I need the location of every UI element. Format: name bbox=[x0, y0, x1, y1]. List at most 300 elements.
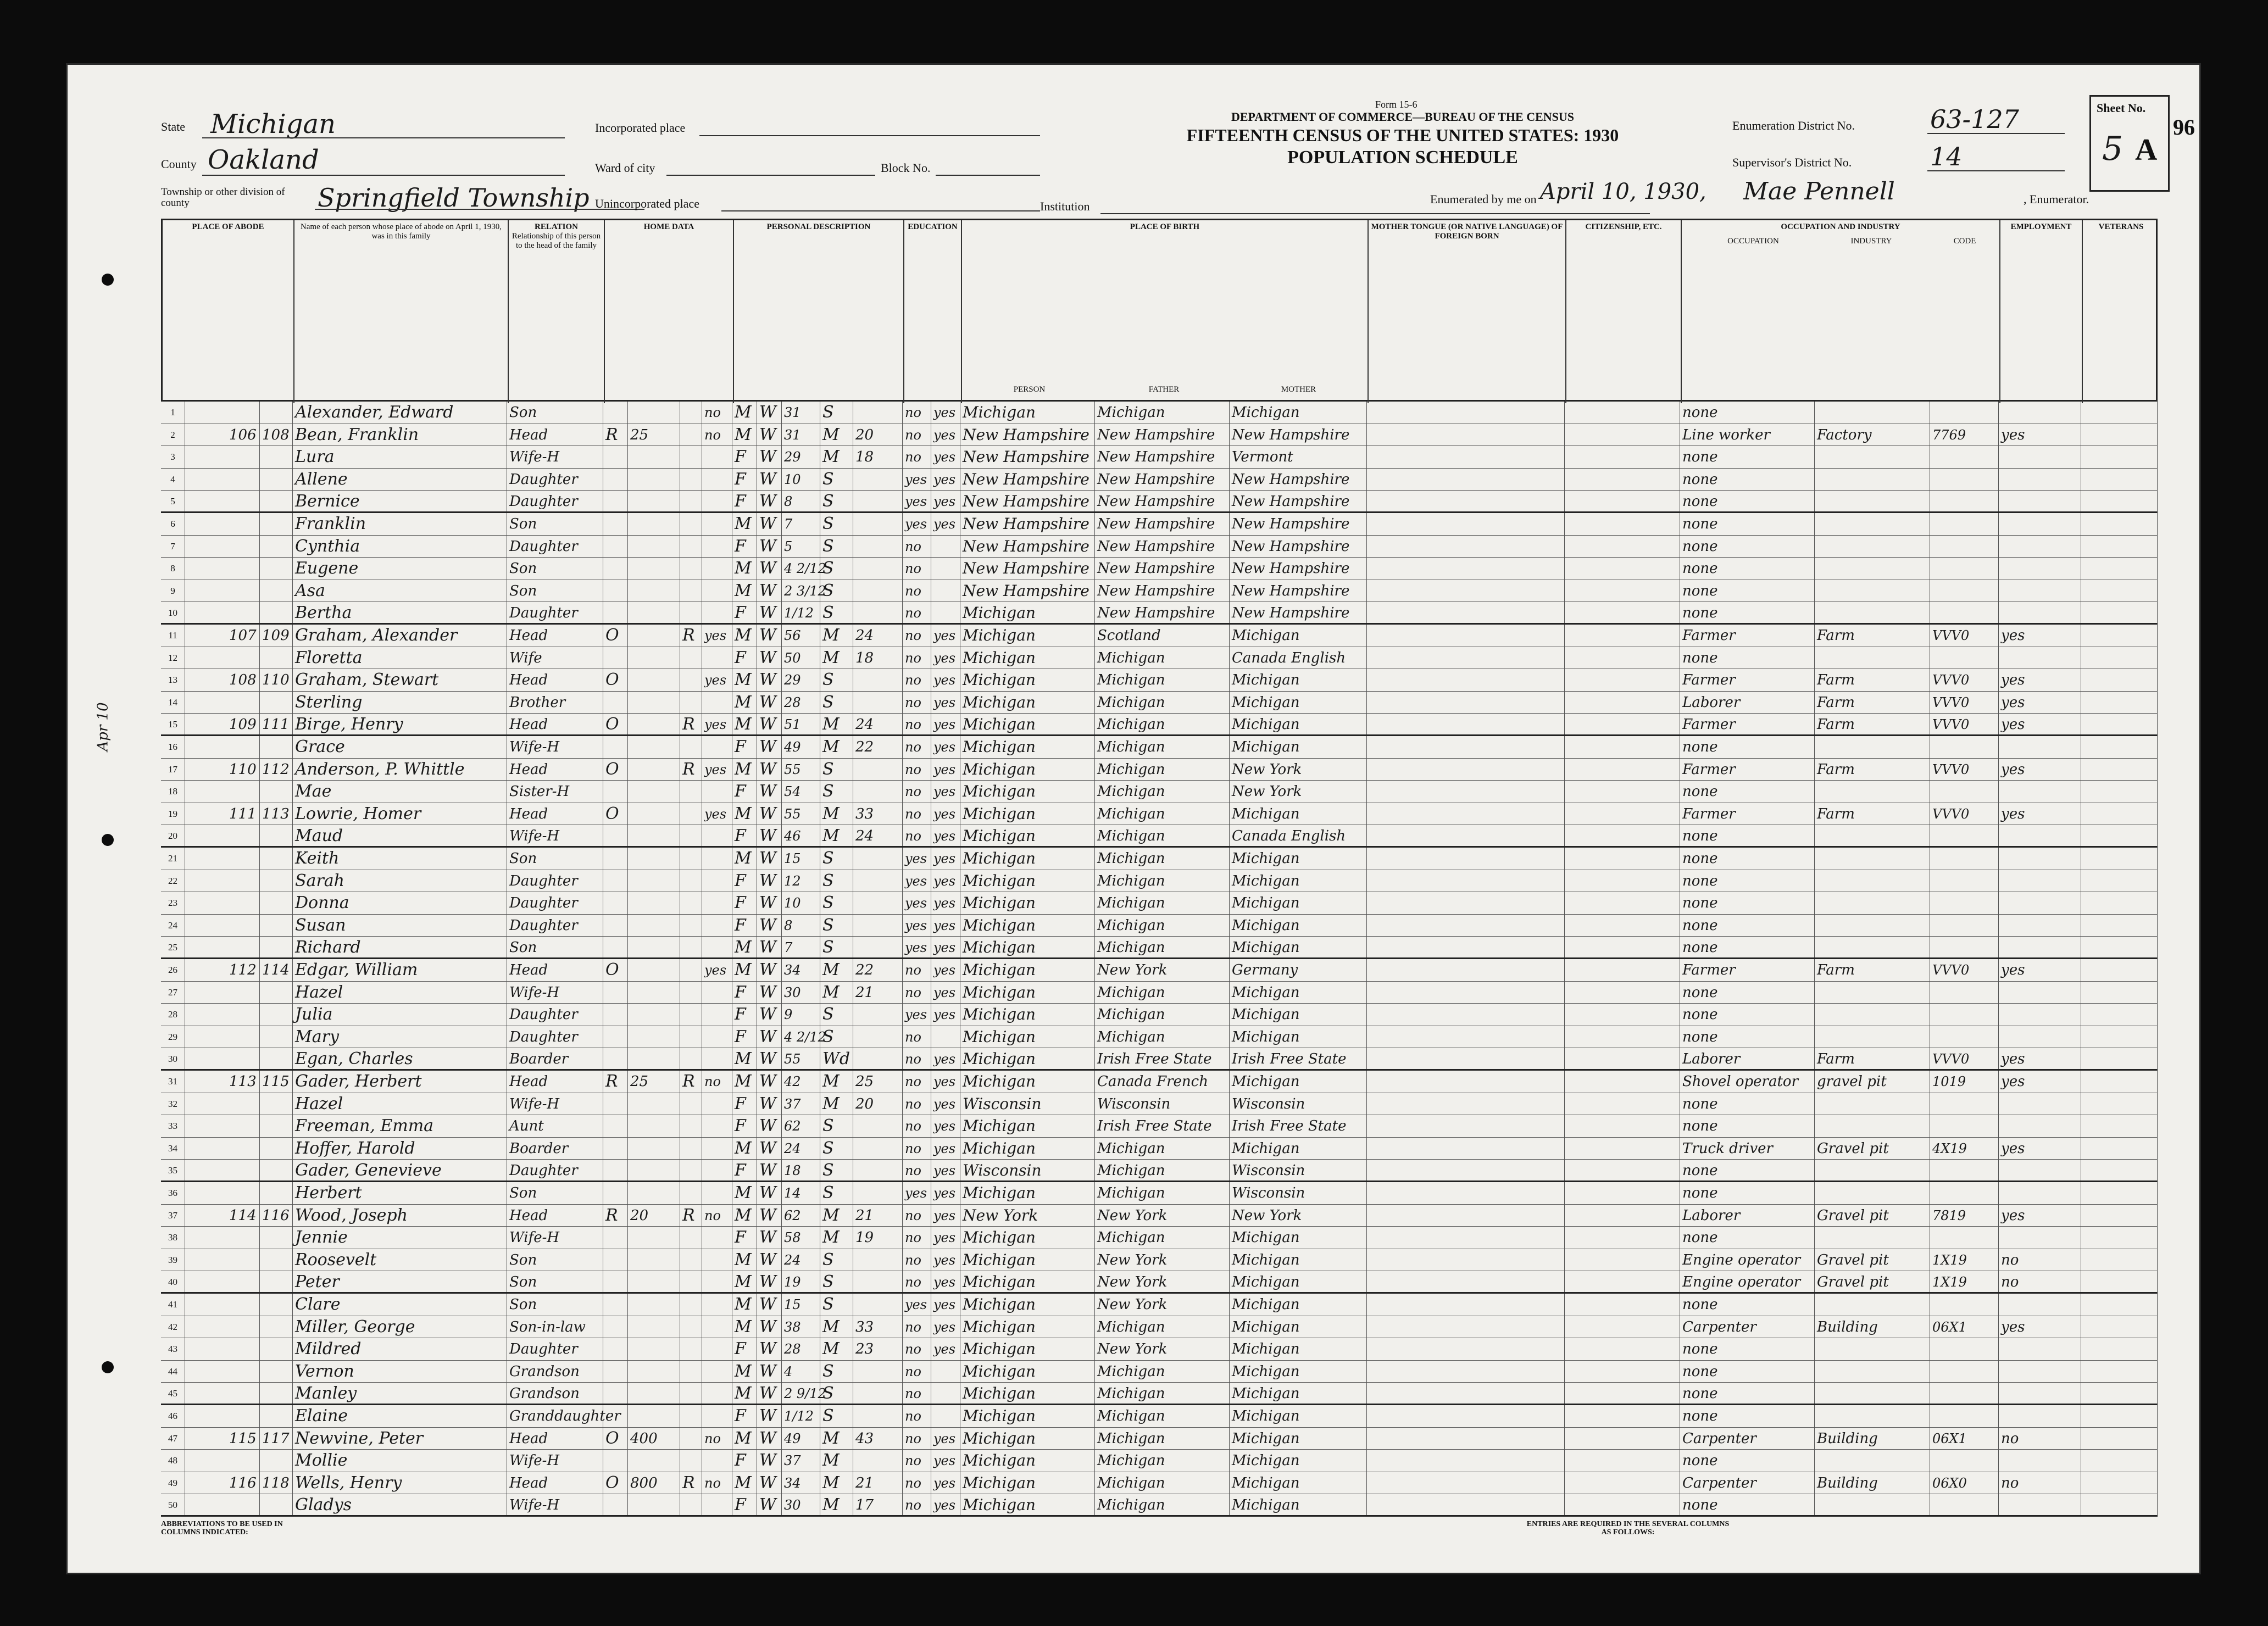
cell-own: R bbox=[603, 1071, 628, 1093]
cell-sch: no bbox=[903, 1205, 931, 1227]
cell-val bbox=[628, 892, 680, 914]
census-title: FIFTEENTH CENSUS OF THE UNITED STATES: 1930 bbox=[1186, 125, 1619, 145]
cell-occ: none bbox=[1680, 892, 1815, 914]
cell-code bbox=[1930, 1338, 1999, 1360]
cell-fam bbox=[260, 647, 293, 669]
cell-race: W bbox=[757, 1048, 782, 1069]
veterans-header: VETERANS bbox=[2098, 222, 2144, 231]
cell-vet bbox=[2081, 1428, 2158, 1450]
cell-age: 5 bbox=[782, 536, 820, 558]
cell-name: Clare bbox=[293, 1294, 507, 1316]
cell-mpob: Michigan bbox=[1230, 1026, 1367, 1048]
cell-mpob: Wisconsin bbox=[1230, 1182, 1367, 1204]
cell-n: 23 bbox=[161, 892, 185, 914]
cell-sex: M bbox=[732, 1316, 757, 1338]
cell-sex: M bbox=[732, 513, 757, 535]
cell-lang bbox=[1367, 647, 1565, 669]
cell-age: 30 bbox=[782, 982, 820, 1004]
cell-own bbox=[603, 848, 628, 870]
cell-n: 15 bbox=[161, 714, 185, 734]
cell-farm bbox=[702, 491, 732, 511]
cell-sch: no bbox=[903, 759, 931, 781]
enum-district-value: 63-127 bbox=[1930, 104, 2019, 134]
cell-val bbox=[628, 1383, 680, 1404]
cell-race: W bbox=[757, 1383, 782, 1404]
cell-sex: F bbox=[732, 1494, 757, 1515]
cell-cit bbox=[1565, 870, 1680, 892]
cell-fpob: Michigan bbox=[1095, 982, 1230, 1004]
cell-agem bbox=[853, 513, 903, 535]
cell-pob: Michigan bbox=[960, 892, 1095, 914]
cell-fpob: New York bbox=[1095, 1338, 1230, 1360]
cell-mar: S bbox=[820, 1271, 853, 1292]
cell-sch: no bbox=[903, 1138, 931, 1160]
cell-agem bbox=[853, 892, 903, 914]
table-row bbox=[161, 1316, 2158, 1339]
cell-lang bbox=[1367, 669, 1565, 691]
cell-val bbox=[628, 602, 680, 623]
cell-mpob: Wisconsin bbox=[1230, 1093, 1367, 1115]
cell-fpob: Michigan bbox=[1095, 1405, 1230, 1427]
cell-mar: S bbox=[820, 513, 853, 535]
cell-cit bbox=[1565, 1026, 1680, 1048]
cell-radio bbox=[680, 803, 702, 825]
table-row bbox=[161, 892, 2158, 915]
cell-sex: F bbox=[732, 1227, 757, 1249]
cell-radio bbox=[680, 1249, 702, 1271]
cell-name: Lura bbox=[293, 446, 507, 468]
cell-sex: M bbox=[732, 1071, 757, 1093]
cell-code bbox=[1930, 1004, 1999, 1026]
cell-race: W bbox=[757, 446, 782, 468]
cell-code bbox=[1930, 602, 1999, 623]
cell-lang bbox=[1367, 736, 1565, 758]
cell-name: Susan bbox=[293, 915, 507, 937]
cell-mar: S bbox=[820, 558, 853, 580]
cell-dw bbox=[227, 1093, 260, 1115]
cell-work: yes bbox=[1999, 714, 2081, 734]
cell-sex: M bbox=[732, 1383, 757, 1404]
cell-read: yes bbox=[931, 513, 960, 535]
cell-farm: no bbox=[702, 1205, 732, 1227]
cell-n: 14 bbox=[161, 692, 185, 714]
cell-mar: M bbox=[820, 982, 853, 1004]
cell-radio bbox=[680, 1494, 702, 1515]
cell-agem bbox=[853, 848, 903, 870]
table-row bbox=[161, 424, 2158, 447]
cell-name: Eugene bbox=[293, 558, 507, 580]
cell-mar: S bbox=[820, 848, 853, 870]
cell-pob: Michigan bbox=[960, 1338, 1095, 1360]
cell-sch: yes bbox=[903, 848, 931, 870]
cell-vet bbox=[2081, 1338, 2158, 1360]
cell-sch: no bbox=[903, 736, 931, 758]
cell-vet bbox=[2081, 513, 2158, 535]
cell-fam bbox=[260, 1048, 293, 1069]
cell-n: 42 bbox=[161, 1316, 185, 1338]
cell-lang bbox=[1367, 424, 1565, 446]
cell-cit bbox=[1565, 1004, 1680, 1026]
cell-radio bbox=[680, 1115, 702, 1137]
cell-agem bbox=[853, 1271, 903, 1292]
cell-read bbox=[931, 580, 960, 602]
cell-cit bbox=[1565, 1227, 1680, 1249]
cell-sch: yes bbox=[903, 915, 931, 937]
state-label: State bbox=[161, 120, 185, 133]
cell-code bbox=[1930, 1294, 1999, 1316]
cell-lang bbox=[1367, 1071, 1565, 1093]
cell-mar: S bbox=[820, 1138, 853, 1160]
table-row bbox=[161, 402, 2158, 424]
cell-race: W bbox=[757, 937, 782, 957]
cell-own bbox=[603, 736, 628, 758]
cell-pob: New Hampshire bbox=[960, 580, 1095, 602]
cell-val bbox=[628, 536, 680, 558]
cell-fpob: Michigan bbox=[1095, 825, 1230, 846]
table-row bbox=[161, 647, 2158, 670]
cell-work bbox=[1999, 1361, 2081, 1383]
cell-age: 4 bbox=[782, 1361, 820, 1383]
cell-sex: M bbox=[732, 625, 757, 647]
cell-vet bbox=[2081, 915, 2158, 937]
cell-cit bbox=[1565, 892, 1680, 914]
cell-sch: no bbox=[903, 1428, 931, 1450]
cell-sex: M bbox=[732, 402, 757, 424]
cell-radio bbox=[680, 1093, 702, 1115]
cell-fpob: New Hampshire bbox=[1095, 558, 1230, 580]
cell-rel: Daughter bbox=[507, 892, 603, 914]
state-value: Michigan bbox=[210, 109, 336, 140]
cell-fam bbox=[260, 1271, 293, 1292]
cell-work bbox=[1999, 1227, 2081, 1249]
cell-pob: Michigan bbox=[960, 1026, 1095, 1048]
cell-agem: 24 bbox=[853, 825, 903, 846]
cell-work bbox=[1999, 937, 2081, 957]
cell-mar: M bbox=[820, 647, 853, 669]
cell-fam bbox=[260, 1494, 293, 1515]
cell-ind bbox=[1815, 1361, 1930, 1383]
cell-farm bbox=[702, 513, 732, 535]
cell-name: Franklin bbox=[293, 513, 507, 535]
cell-dw bbox=[227, 1182, 260, 1204]
table-row bbox=[161, 915, 2158, 937]
cell-occ: none bbox=[1680, 1494, 1815, 1515]
cell-mpob: Michigan bbox=[1230, 692, 1367, 714]
cell-cit bbox=[1565, 1048, 1680, 1069]
cell-race: W bbox=[757, 892, 782, 914]
cell-fam: 110 bbox=[260, 669, 293, 691]
cell-work: yes bbox=[1999, 1048, 2081, 1069]
cell-vet bbox=[2081, 491, 2158, 511]
cell-fpob: New Hampshire bbox=[1095, 580, 1230, 602]
cell-fpob: Michigan bbox=[1095, 1450, 1230, 1472]
cell-fam: 112 bbox=[260, 759, 293, 781]
cell-lang bbox=[1367, 1428, 1565, 1450]
cell-own bbox=[603, 937, 628, 957]
cell-fam bbox=[260, 937, 293, 957]
cell-rel: Head bbox=[507, 959, 603, 981]
cell-n: 39 bbox=[161, 1249, 185, 1271]
cell-dw bbox=[227, 848, 260, 870]
punch-hole bbox=[102, 834, 114, 846]
cell-val bbox=[628, 402, 680, 424]
table-row bbox=[161, 803, 2158, 826]
cell-own bbox=[603, 1026, 628, 1048]
cell-dw bbox=[227, 1160, 260, 1180]
cell-agem bbox=[853, 602, 903, 623]
cell-radio bbox=[680, 1227, 702, 1249]
cell-pob: Michigan bbox=[960, 1316, 1095, 1338]
cell-radio bbox=[680, 446, 702, 468]
cell-ind bbox=[1815, 1494, 1930, 1515]
table-row bbox=[161, 982, 2158, 1004]
cell-age: 62 bbox=[782, 1115, 820, 1137]
cell-read: yes bbox=[931, 825, 960, 846]
cell-rel: Son bbox=[507, 1182, 603, 1204]
cell-val bbox=[628, 669, 680, 691]
cell-name: Maud bbox=[293, 825, 507, 846]
cell-vet bbox=[2081, 870, 2158, 892]
cell-farm bbox=[702, 915, 732, 937]
cell-fam bbox=[260, 1338, 293, 1360]
cell-vet bbox=[2081, 1472, 2158, 1494]
cell-name: Allene bbox=[293, 469, 507, 491]
cell-mpob: Irish Free State bbox=[1230, 1048, 1367, 1069]
cell-fam bbox=[260, 491, 293, 511]
cell-lang bbox=[1367, 602, 1565, 623]
table-row bbox=[161, 1160, 2158, 1182]
cell-rel: Head bbox=[507, 803, 603, 825]
cell-farm bbox=[702, 692, 732, 714]
cell-read: yes bbox=[931, 424, 960, 446]
cell-read: yes bbox=[931, 759, 960, 781]
cell-name: Peter bbox=[293, 1271, 507, 1292]
cell-race: W bbox=[757, 736, 782, 758]
cell-fam bbox=[260, 402, 293, 424]
cell-n: 24 bbox=[161, 915, 185, 937]
cell-vet bbox=[2081, 1004, 2158, 1026]
cell-rel: Head bbox=[507, 1205, 603, 1227]
cell-ind bbox=[1815, 1383, 1930, 1404]
cell-lang bbox=[1367, 915, 1565, 937]
cell-dw bbox=[227, 580, 260, 602]
cell-radio bbox=[680, 513, 702, 535]
cell-dw bbox=[227, 1450, 260, 1472]
cell-cit bbox=[1565, 915, 1680, 937]
cell-mar: M bbox=[820, 1338, 853, 1360]
cell-own: O bbox=[603, 1472, 628, 1494]
cell-agem bbox=[853, 870, 903, 892]
cell-sch: yes bbox=[903, 892, 931, 914]
cell-fpob: Michigan bbox=[1095, 1182, 1230, 1204]
cell-code: VVV0 bbox=[1930, 669, 1999, 691]
cell-farm bbox=[702, 1182, 732, 1204]
cell-name: Wood, Joseph bbox=[293, 1205, 507, 1227]
cell-name: Egan, Charles bbox=[293, 1048, 507, 1069]
cell-occ: Farmer bbox=[1680, 669, 1815, 691]
cell-val bbox=[628, 1004, 680, 1026]
cell-ind bbox=[1815, 1115, 1930, 1137]
cell-sex: M bbox=[732, 1182, 757, 1204]
cell-fpob: Michigan bbox=[1095, 669, 1230, 691]
cell-rel: Grandson bbox=[507, 1383, 603, 1404]
cell-own bbox=[603, 602, 628, 623]
cell-sch: yes bbox=[903, 870, 931, 892]
cell-cit bbox=[1565, 692, 1680, 714]
cell-n: 32 bbox=[161, 1093, 185, 1115]
cell-farm bbox=[702, 982, 732, 1004]
table-row bbox=[161, 1383, 2158, 1405]
cell-dw: 112 bbox=[227, 959, 260, 981]
cell-ind bbox=[1815, 982, 1930, 1004]
cell-read: yes bbox=[931, 1048, 960, 1069]
cell-work: yes bbox=[1999, 625, 2081, 647]
cell-fam: 113 bbox=[260, 803, 293, 825]
cell-lang bbox=[1367, 692, 1565, 714]
cell-name: Grace bbox=[293, 736, 507, 758]
cell-age: 56 bbox=[782, 625, 820, 647]
cell-vet bbox=[2081, 1160, 2158, 1180]
cell-name: Floretta bbox=[293, 647, 507, 669]
cell-occ: none bbox=[1680, 1182, 1815, 1204]
cell-val bbox=[628, 1227, 680, 1249]
cell-rel: Son bbox=[507, 402, 603, 424]
cell-sex: F bbox=[732, 736, 757, 758]
cell-vet bbox=[2081, 424, 2158, 446]
cell-own: R bbox=[603, 424, 628, 446]
cell-dw bbox=[227, 870, 260, 892]
cell-read: yes bbox=[931, 1115, 960, 1137]
cell-lang bbox=[1367, 1249, 1565, 1271]
cell-agem: 24 bbox=[853, 625, 903, 647]
cell-fam bbox=[260, 1160, 293, 1180]
cell-val bbox=[628, 558, 680, 580]
cell-cit bbox=[1565, 1405, 1680, 1427]
cell-dw bbox=[227, 469, 260, 491]
cell-agem bbox=[853, 1160, 903, 1180]
cell-mpob: Wisconsin bbox=[1230, 1160, 1367, 1180]
cell-vet bbox=[2081, 469, 2158, 491]
cell-sch: no bbox=[903, 714, 931, 734]
cell-sch: no bbox=[903, 1026, 931, 1048]
cell-n: 25 bbox=[161, 937, 185, 957]
cell-sex: F bbox=[732, 491, 757, 511]
cell-sch: no bbox=[903, 580, 931, 602]
cell-ind bbox=[1815, 446, 1930, 468]
cell-mpob: Michigan bbox=[1230, 1271, 1367, 1292]
cell-age: 37 bbox=[782, 1450, 820, 1472]
cell-read: yes bbox=[931, 647, 960, 669]
cell-ind: Farm bbox=[1815, 669, 1930, 691]
cell-mar: S bbox=[820, 669, 853, 691]
cell-mar: S bbox=[820, 1182, 853, 1204]
cell-radio bbox=[680, 669, 702, 691]
cell-read: yes bbox=[931, 1494, 960, 1515]
cell-name: Julia bbox=[293, 1004, 507, 1026]
cell-dw bbox=[227, 1115, 260, 1137]
cell-age: 49 bbox=[782, 1428, 820, 1450]
cell-age: 14 bbox=[782, 1182, 820, 1204]
cell-name: Graham, Stewart bbox=[293, 669, 507, 691]
cell-read: yes bbox=[931, 915, 960, 937]
cell-rel: Son bbox=[507, 580, 603, 602]
cell-sch: no bbox=[903, 692, 931, 714]
cell-name: Roosevelt bbox=[293, 1249, 507, 1271]
cell-rel: Son bbox=[507, 1294, 603, 1316]
cell-dw bbox=[227, 937, 260, 957]
cell-pob: Michigan bbox=[960, 625, 1095, 647]
cell-sch: no bbox=[903, 781, 931, 803]
cell-fam bbox=[260, 602, 293, 623]
cell-dw bbox=[227, 1361, 260, 1383]
cell-farm bbox=[702, 1093, 732, 1115]
cell-fpob: Michigan bbox=[1095, 402, 1230, 424]
cell-farm bbox=[702, 1048, 732, 1069]
cell-work: yes bbox=[1999, 1316, 2081, 1338]
cell-radio bbox=[680, 402, 702, 424]
cell-cit bbox=[1565, 959, 1680, 981]
cell-work bbox=[1999, 848, 2081, 870]
cell-rel: Head bbox=[507, 669, 603, 691]
table-row bbox=[161, 1472, 2158, 1495]
table-row bbox=[161, 1093, 2158, 1116]
cell-mar: S bbox=[820, 1294, 853, 1316]
cell-vet bbox=[2081, 692, 2158, 714]
cell-fpob: New York bbox=[1095, 1271, 1230, 1292]
cell-mpob: Michigan bbox=[1230, 1428, 1367, 1450]
cell-rel: Daughter bbox=[507, 1160, 603, 1180]
punch-hole bbox=[102, 274, 114, 286]
cell-vet bbox=[2081, 1071, 2158, 1093]
cell-race: W bbox=[757, 1026, 782, 1048]
cell-farm bbox=[702, 1383, 732, 1404]
cell-lang bbox=[1367, 848, 1565, 870]
cell-age: 55 bbox=[782, 803, 820, 825]
cell-agem: 20 bbox=[853, 1093, 903, 1115]
cell-own bbox=[603, 1494, 628, 1515]
cell-fpob: Michigan bbox=[1095, 1383, 1230, 1404]
cell-agem bbox=[853, 469, 903, 491]
cell-radio bbox=[680, 558, 702, 580]
cell-n: 6 bbox=[161, 513, 185, 535]
cell-dw bbox=[227, 781, 260, 803]
cell-cit bbox=[1565, 1093, 1680, 1115]
cell-rel: Wife-H bbox=[507, 825, 603, 846]
cell-lang bbox=[1367, 1472, 1565, 1494]
cell-n: 28 bbox=[161, 1004, 185, 1026]
cell-fpob: New Hampshire bbox=[1095, 491, 1230, 511]
cell-vet bbox=[2081, 1316, 2158, 1338]
cell-sch: no bbox=[903, 536, 931, 558]
cell-work bbox=[1999, 558, 2081, 580]
cell-pob: Michigan bbox=[960, 1428, 1095, 1450]
cell-mpob: Michigan bbox=[1230, 1405, 1367, 1427]
cell-sex: F bbox=[732, 781, 757, 803]
cell-age: 12 bbox=[782, 870, 820, 892]
cell-n: 11 bbox=[161, 625, 185, 647]
cell-dw bbox=[227, 1271, 260, 1292]
cell-cit bbox=[1565, 558, 1680, 580]
cell-age: 51 bbox=[782, 714, 820, 734]
cell-mpob: Michigan bbox=[1230, 1138, 1367, 1160]
cell-fpob: Michigan bbox=[1095, 1026, 1230, 1048]
cell-occ: none bbox=[1680, 1093, 1815, 1115]
cell-ind bbox=[1815, 1294, 1930, 1316]
cell-mpob: New Hampshire bbox=[1230, 469, 1367, 491]
cell-code: VVV0 bbox=[1930, 959, 1999, 981]
cell-sex: M bbox=[732, 1472, 757, 1494]
cell-lang bbox=[1367, 870, 1565, 892]
